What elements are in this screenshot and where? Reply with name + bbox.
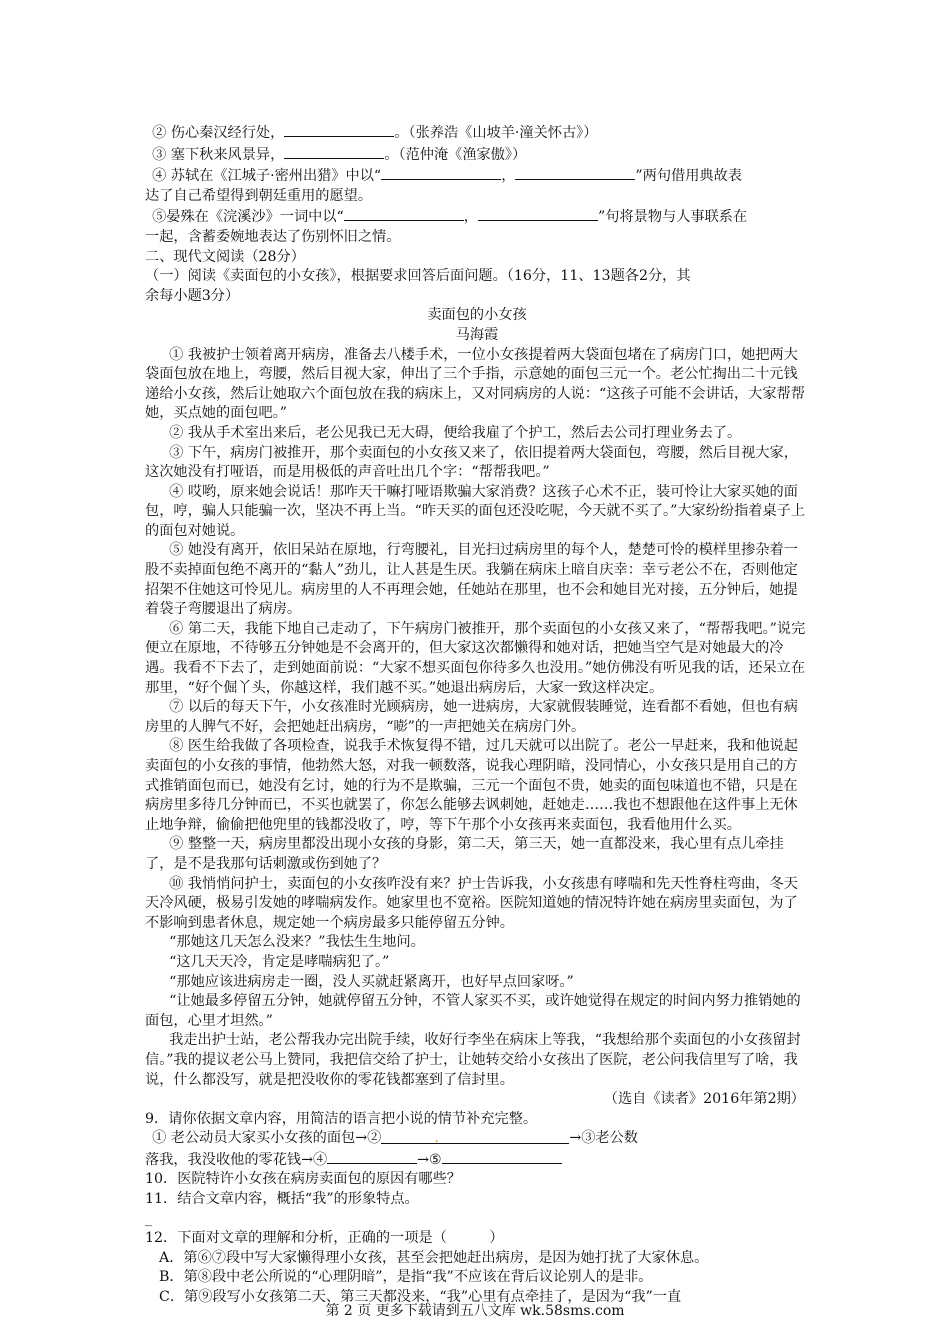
answer-blank [284,122,394,137]
answer-blank [284,144,384,159]
question-12-option-b: B．第⑧段中老公所说的“心理阴暗”，是指“我”不应该在背后议论别人的是非。 [159,1269,653,1286]
poem-item-5: ⑤晏殊在《浣溪沙》一词中以“ ， ”句将景物与人事联系在 [145,206,809,228]
question-12-option-c: C．第⑨段写小女孩第二天、第三天都没来，“我”心里有点牵挂了，是因为“我”一直 [159,1289,682,1306]
answer-blank [381,1129,569,1147]
article-paragraph-10: ⑩ 我悄悄问护士，卖面包的小女孩咋没有来？护士告诉我，小女孩患有哮喘和先天性脊柱弯曲，冬天天冷风硬，极易引发她的哮喘病发作。她家里也不宽裕。医院知道她的情况特许她在病房里卖面包，为了不影响到患者休息，规定她一个病房最多只能停留五分钟。 [145,875,798,931]
answer-blank [442,1149,562,1164]
question-9: 9．请你依据文章内容，用简洁的语言把小说的情节补充完整。 [145,1110,538,1127]
article-paragraph-2: ② 我从手术室出来后，老公见我已无大碍，便给我雇了个护工，然后去公司打理业务去了。 [169,424,742,441]
dialogue-line: “那她应该进病房走一圈，没人买就赶紧离开，也好早点回家呀。” [169,973,574,990]
section-heading: 二、现代文阅读（28分） [145,248,305,265]
article-paragraph-6: ⑥ 第二天，我能下地自己走动了，下午病房门被推开，那个卖面包的小女孩又来了，“帮帮我吧。”说完便立在原地，不待够五分钟她是不会离开的，但大家这次都懒得和她对话，把她当空气是对她最大的冷遇。我看不下去了，走到她面前说：“大家不想买面包你待多久也没用。”她仿佛没有听见我的话，还呆立在那里，“好个倔丫头，你越这样，我们越不买。”她退出病房后，大家一致这样决定。 [145,620,806,696]
answer-blank [344,206,464,221]
document-page [145,122,809,1308]
answer-blank [381,165,501,180]
subsection-instruction-cont: 余每小题3分） [145,287,240,304]
poem-item-2: ② 伤心秦汉经行处， 。（张养浩《山坡羊·潼关怀古》） [145,122,809,144]
question-12-option-a: A．第⑥⑦段中写大家懒得理小女孩，甚至会把她赶出病房，是因为她打扰了大家休息。 [159,1249,709,1266]
article-paragraph-8: ⑧ 医生给我做了各项检查，说我手术恢复得不错，过几天就可以出院了。老公一早赶来，我和他说起卖面包的小女孩的事情，他勃然大怒，对我一顿数落，说我心理阴暗，没同情心，小女孩只是用自己的方式推销面包而已，她没有乞讨，她的行为不是欺骗，三元一个面包不贵，她卖的面包味道也不错，只是在病房里多待几分钟而已，不买也就罢了，你怎么能够去讽刺她，赶她走……我也不想跟他在这件事上无休止地争辩，偷偷把他兜里的钱都没收了，哼，等下午那个小女孩再来卖面包，我看他用什么买。 [145,738,798,833]
poem-item-5-cont: 一起，含蓄委婉地表达了伤别怀旧之情。 [145,228,401,245]
article-paragraph-1: ① 我被护士领着离开病房，准备去八楼手术，一位小女孩提着两大袋面包堵在了病房门口，她把两大袋面包放在地上，弯腰，然后目视大家，伸出了三个手指，示意她的面包三元一个。老公忙掏出二十元钱递给小女孩，然后让她取六个面包放在我的病床上，又对同病房的人说：“这孩子可能不会讲话，大家帮帮她，买点她的面包吧。” [145,346,805,422]
answer-blank [478,206,598,221]
dialogue-line: “那她这几天怎么没来？”我怯生生地问。 [169,934,425,951]
decorative-dot: . [434,1130,439,1147]
article-source: （选自《读者》2016年第2期） [603,1091,805,1108]
dialogue-line: “这几天天冷，肯定是哮喘病犯了。” [169,953,390,970]
poem-item-4-cont: 达了自己希望得到朝廷重用的愿望。 [145,187,373,204]
subsection-instruction: （一）阅读《卖面包的小女孩》，根据要求回答后面问题。（16分，11、13题各2分，其 [145,268,691,285]
question-12: 12．下面对文章的理解和分析，正确的一项是（ ） [145,1230,504,1247]
article-author: 马海霞 [455,326,499,343]
article-paragraph-7: ⑦ 以后的每天下午，小女孩准时光顾病房，她一进病房，大家就假装睡觉，连看都不看她，但也有病房里的人脾气不好，会把她赶出病房，“嘭”的一声把她关在病房门外。 [145,699,798,735]
page-footer: 第 2 页 更多下载请到五八文库 wk.58sms.com [325,1303,625,1319]
article-paragraph-5: ⑤ 她没有离开，依旧呆站在原地，行弯腰礼，目光扫过病房里的每个人，楚楚可怜的模样里掺杂着一股不卖掉面包绝不离开的“黏人”劲儿，让人甚是生厌。我躺在病床上暗自庆幸：幸亏老公不在，否则他定招架不住她这可怜见儿。病房里的人不再理会她，任她站在那里，也不会和她目光对接，五分钟后，她提着袋子弯腰退出了病房。 [145,542,798,618]
answer-blank [515,165,635,180]
question-9-line-1: ① 老公动员大家买小女孩的面包→② . →③老公数 [152,1130,638,1147]
question-10: 10．医院特许小女孩在病房卖面包的原因有哪些？ [145,1171,461,1188]
poem-item-4: ④ 苏轼在《江城子·密州出猎》中以“ ， ”两句借用典故表 [145,165,809,187]
dialogue-line: “让她最多停留五分钟，她就停留五分钟，不管人家买不买，或许她觉得在规定的时间内努力推销她的面包，心里才坦然。” [145,993,801,1029]
question-11-mark: _ [145,1210,153,1227]
article-paragraph-3: ③ 下午，病房门被推开，那个卖面包的小女孩又来了，依旧提着两大袋面包，弯腰，然后目视大家，这次她没有打哑语，而是用极低的声音吐出几个字：“帮帮我吧。” [145,444,798,481]
article-paragraph-4: ④ 哎哟，原来她会说话！那咋天干嘛打哑语欺骗大家消费？这孩子心术不正，装可怜让大家买她的面包，哼，骗人只能骗一次，坚决不再上当。“昨天买的面包还没吃呢，今天就不买了。”大家纷纷指着桌子上的面包对她说。 [145,483,806,539]
article-paragraph-9: ⑨ 整整一天，病房里都没出现小女孩的身影，第二天，第三天，她一直都没来，我心里有点儿牵挂了，是不是我那句话刺激或伤到她了？ [145,836,784,872]
answer-blank [327,1149,417,1164]
article-paragraph-final: 我走出护士站，老公帮我办完出院手续，收好行李坐在病床上等我，“我想给那个卖面包的小女孩留封信。”我的提议老公马上赞同，我把信交给了护士，让她转交给小女孩出了医院，老公问我信里写了啥，我说，什么都没写，就是把没收你的零花钱都塞到了信封里。 [145,1032,801,1088]
question-9-line-2: 落我，我没收他的零花钱→④ →⑤ [145,1149,809,1171]
question-11: 11．结合文章内容，概括“我”的形象特点。 [145,1191,419,1208]
article-title: 卖面包的小女孩 [427,307,527,324]
poem-item-3: ③ 塞下秋来风景异， 。（范仲淹《渔家傲》） [145,144,809,166]
